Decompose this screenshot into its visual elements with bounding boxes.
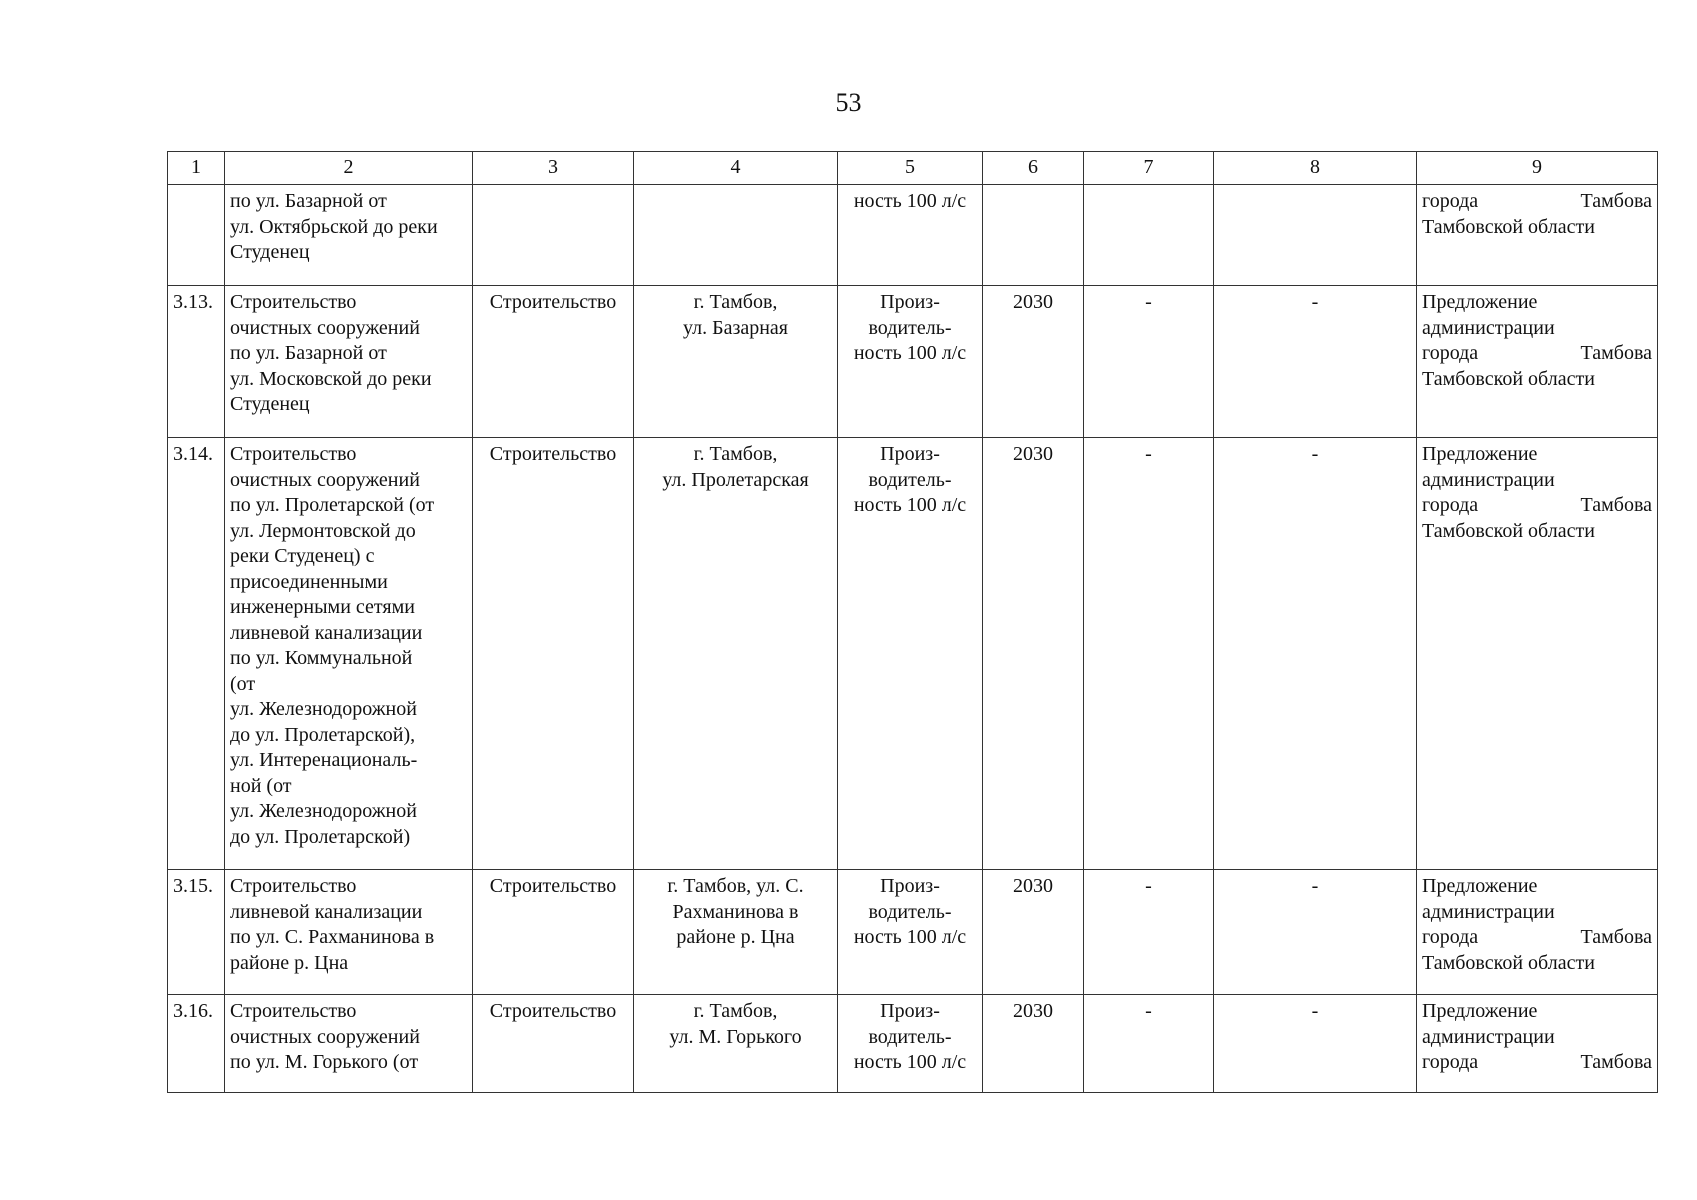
location: г. Тамбов, ул. Пролетарская <box>634 438 838 870</box>
location <box>634 185 838 286</box>
basis-line <box>1422 341 1652 367</box>
basis-proposal: Предложение администрации <box>1422 1000 1555 1048</box>
basis-line <box>1422 925 1652 951</box>
work-type <box>473 185 634 286</box>
table-row <box>168 995 1658 1093</box>
header-cell-4: 4 <box>634 152 838 185</box>
table-row <box>168 286 1658 438</box>
header-cell-3: 3 <box>473 152 634 185</box>
basis-region: Тамбовской области <box>1422 951 1595 974</box>
basis-word-city: города <box>1422 1051 1479 1073</box>
basis-word-tambov: Тамбова <box>1580 926 1652 948</box>
column-7-value <box>1084 185 1214 286</box>
capacity: Произ- водитель- ность 100 л/с <box>838 286 983 438</box>
header-cell-5: 5 <box>838 152 983 185</box>
row-number: 3.13. <box>168 286 225 438</box>
object-name: по ул. Базарной от ул. Октябрьской до реки Студенец <box>225 185 473 286</box>
basis <box>1417 870 1658 995</box>
location: г. Тамбов, ул. М. Горького <box>634 995 838 1093</box>
column-8-value: - <box>1214 438 1417 870</box>
header-cell-1: 1 <box>168 152 225 185</box>
basis-word-city: города <box>1422 342 1479 364</box>
basis <box>1417 438 1658 870</box>
column-7-value: - <box>1084 438 1214 870</box>
year: 2030 <box>983 438 1084 870</box>
table-row <box>168 185 1658 286</box>
column-7-value: - <box>1084 995 1214 1093</box>
object-name: Строительство ливневой канализации по ул. С. Рахманинова в районе р. Цна <box>225 870 473 995</box>
basis-line <box>1422 189 1652 215</box>
basis-line <box>1422 493 1652 519</box>
work-type: Строительство <box>473 870 634 995</box>
basis-word-tambov: Тамбова <box>1580 1051 1652 1073</box>
column-7-value: - <box>1084 286 1214 438</box>
column-8-value: - <box>1214 870 1417 995</box>
basis-word-city: города <box>1422 190 1479 212</box>
table-row <box>168 870 1658 995</box>
column-8-value: - <box>1214 286 1417 438</box>
basis-word-tambov: Тамбова <box>1580 190 1652 212</box>
basis-word-city: города <box>1422 926 1479 948</box>
year: 2030 <box>983 286 1084 438</box>
column-8-value: - <box>1214 995 1417 1093</box>
year <box>983 185 1084 286</box>
basis <box>1417 995 1658 1093</box>
capacity: Произ- водитель- ность 100 л/с <box>838 995 983 1093</box>
basis <box>1417 185 1658 286</box>
basis-region: Тамбовской области <box>1422 215 1595 238</box>
object-name: Строительство очистных сооружений по ул. Базарной от ул. Московской до реки Студенец <box>225 286 473 438</box>
basis <box>1417 286 1658 438</box>
header-cell-7: 7 <box>1084 152 1214 185</box>
basis-word-tambov: Тамбова <box>1580 342 1652 364</box>
work-type: Строительство <box>473 286 634 438</box>
basis-proposal: Предложение администрации <box>1422 443 1555 491</box>
header-cell-8: 8 <box>1214 152 1417 185</box>
header-cell-2: 2 <box>225 152 473 185</box>
basis-region: Тамбовской области <box>1422 519 1595 542</box>
column-8-value <box>1214 185 1417 286</box>
year: 2030 <box>983 870 1084 995</box>
capacity: ность 100 л/с <box>838 185 983 286</box>
header-cell-9: 9 <box>1417 152 1658 185</box>
object-name: Строительство очистных сооружений по ул. М. Горького (от <box>225 995 473 1093</box>
basis-word-city: города <box>1422 494 1479 516</box>
capacity: Произ- водитель- ность 100 л/с <box>838 870 983 995</box>
work-type: Строительство <box>473 995 634 1093</box>
location: г. Тамбов, ул. Базарная <box>634 286 838 438</box>
header-cell-6: 6 <box>983 152 1084 185</box>
capacity: Произ- водитель- ность 100 л/с <box>838 438 983 870</box>
column-7-value: - <box>1084 870 1214 995</box>
basis-proposal: Предложение администрации <box>1422 875 1555 923</box>
basis-word-tambov: Тамбова <box>1580 494 1652 516</box>
basis-region: Тамбовской области <box>1422 367 1595 390</box>
row-number: 3.15. <box>168 870 225 995</box>
row-number <box>168 185 225 286</box>
table-row <box>168 438 1658 870</box>
row-number: 3.14. <box>168 438 225 870</box>
object-name: Строительство очистных сооружений по ул. Пролетарской (от ул. Лермонтовской до реки Студенец) с присоединенными инженерными сетями ливневой канализации по ул. Коммунальной (от ул. Железнодорожной до ул. Пролетарской), ул. Интеренациональ- ной (от ул. Железнодорожной до ул. Пролетарской) <box>225 438 473 870</box>
row-number: 3.16. <box>168 995 225 1093</box>
year: 2030 <box>983 995 1084 1093</box>
document-table <box>167 151 1658 1093</box>
basis-proposal: Предложение администрации <box>1422 291 1555 339</box>
page-number: 53 <box>835 88 862 117</box>
location: г. Тамбов, ул. С. Рахманинова в районе р. Цна <box>634 870 838 995</box>
work-type: Строительство <box>473 438 634 870</box>
basis-line <box>1422 1050 1652 1076</box>
header-row <box>168 152 1658 185</box>
